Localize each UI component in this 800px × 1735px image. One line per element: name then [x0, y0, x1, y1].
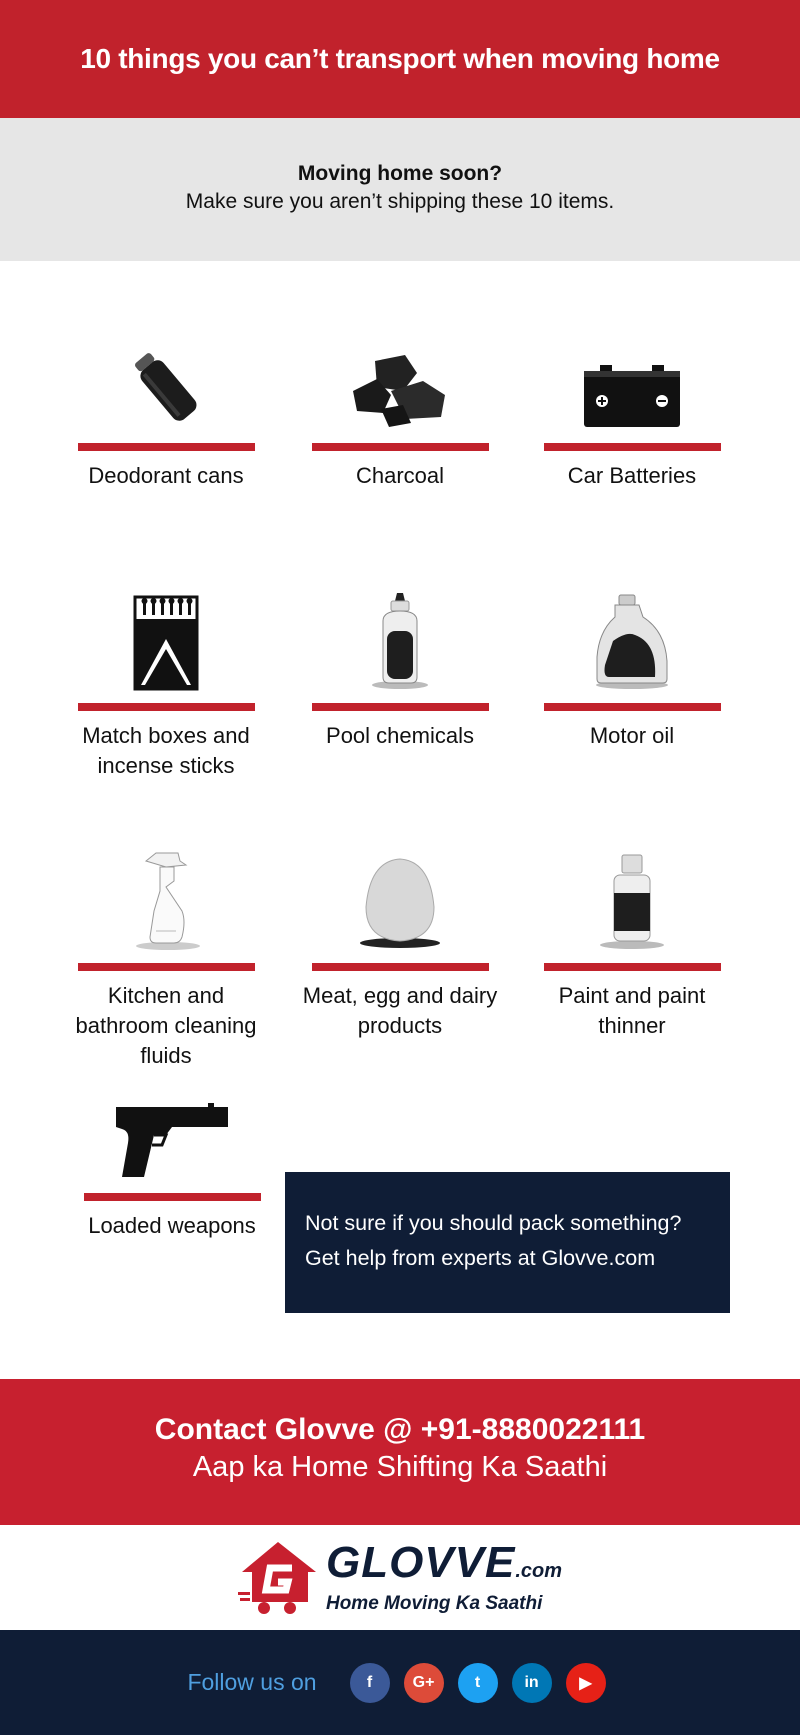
item-divider	[84, 1193, 261, 1201]
youtube-icon[interactable]: ▶	[566, 1663, 606, 1703]
paint-bottle-icon	[592, 851, 672, 951]
item-motor-oil	[532, 591, 732, 751]
house-g-logo-icon	[238, 1540, 318, 1616]
matchbox-icon	[131, 595, 201, 691]
header-banner	[0, 0, 800, 118]
item-cleaning-fluids	[66, 851, 266, 1071]
egg-icon	[350, 851, 450, 951]
item-divider	[78, 963, 255, 971]
pistol-icon	[112, 1101, 232, 1181]
item-divider	[312, 703, 489, 711]
spray-bottle-icon	[126, 851, 206, 951]
item-label: Car Batteries	[567, 463, 697, 488]
items-grid	[0, 261, 800, 1379]
car-battery-icon	[582, 361, 682, 431]
linkedin-icon[interactable]: in	[512, 1663, 552, 1703]
aerosol-can-icon	[121, 341, 211, 431]
item-label: Kitchen and bathroom cleaning fluids	[75, 983, 257, 1068]
item-label: Charcoal	[355, 463, 445, 488]
help-callout	[285, 1172, 730, 1313]
item-label: Motor oil	[589, 723, 675, 748]
google-plus-icon[interactable]: G+	[404, 1663, 444, 1703]
item-divider	[78, 703, 255, 711]
page-title: 10 things you can’t transport when moving home	[80, 43, 720, 74]
footer-bar	[0, 1630, 800, 1735]
item-label: Match boxes and incense sticks	[82, 723, 250, 778]
item-label: Pool chemicals	[326, 723, 474, 748]
intro-question: Moving home soon?	[297, 162, 503, 185]
item-paint-thinner	[532, 851, 732, 1041]
brand-logo	[0, 1525, 800, 1630]
logo-slogan: Home Moving Ka Saathi	[325, 1592, 543, 1614]
chemical-bottle-icon	[365, 591, 435, 691]
item-matchbox	[66, 591, 266, 781]
item-pool-chemicals	[300, 591, 500, 751]
item-divider	[312, 963, 489, 971]
item-meat-egg-dairy	[300, 851, 500, 1041]
item-label: Paint and paint thinner	[558, 983, 706, 1038]
item-label: Meat, egg and dairy products	[302, 983, 498, 1038]
charcoal-icon	[345, 351, 455, 431]
follow-us-label: Follow us on	[187, 1669, 317, 1695]
oil-jug-icon	[587, 591, 677, 691]
intro-subtitle: Make sure you aren’t shipping these 10 items.	[185, 190, 615, 213]
contact-banner	[0, 1379, 800, 1525]
contact-tagline: Aap ka Home Shifting Ka Saathi	[192, 1451, 608, 1483]
item-divider	[544, 443, 721, 451]
logo-brand: GLOVVE	[325, 1537, 516, 1587]
intro-section	[0, 118, 800, 261]
item-loaded-weapons	[72, 1081, 272, 1241]
twitter-icon[interactable]: t	[458, 1663, 498, 1703]
item-label: Deodorant cans	[88, 463, 244, 488]
facebook-icon[interactable]: f	[350, 1663, 390, 1703]
item-charcoal	[300, 331, 500, 491]
item-divider	[544, 963, 721, 971]
help-callout-line-1: Not sure if you should pack something?	[305, 1211, 682, 1235]
item-divider	[544, 703, 721, 711]
item-divider	[78, 443, 255, 451]
item-deodorant	[66, 331, 266, 491]
contact-phone: Contact Glovve @ +91-8880022111	[154, 1413, 646, 1446]
help-callout-line-2: Get help from experts at Glovve.com	[305, 1246, 656, 1270]
logo-domain: .com	[515, 1559, 563, 1582]
item-divider	[312, 443, 489, 451]
item-car-batteries	[532, 331, 732, 491]
item-label: Loaded weapons	[88, 1213, 256, 1238]
logo-wordmark	[325, 1537, 563, 1593]
